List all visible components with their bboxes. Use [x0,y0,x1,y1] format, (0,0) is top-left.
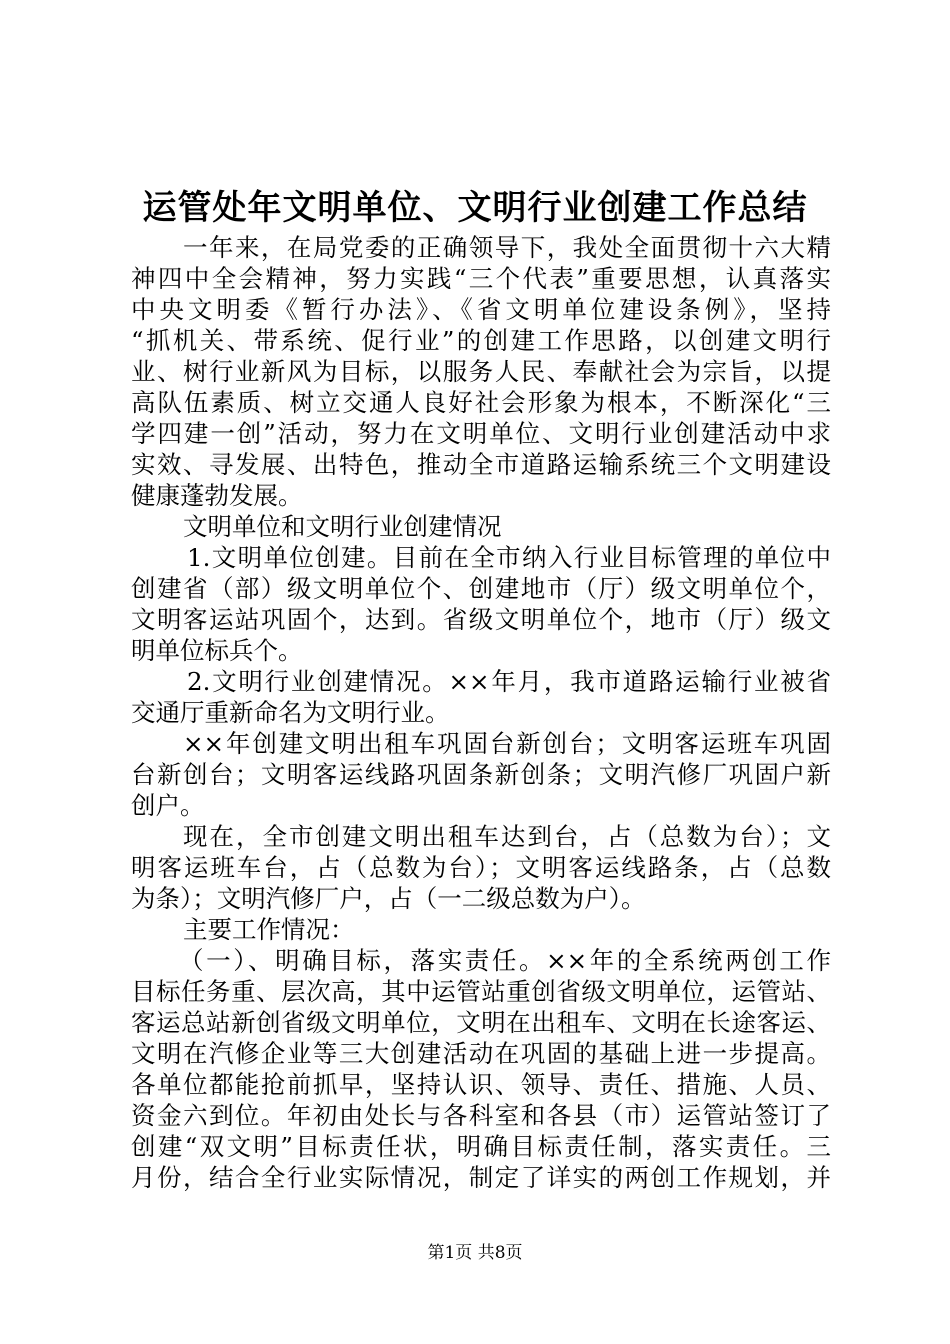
document-body [131,232,831,1193]
text-line: 中央文明委《暂行办法》、《省文明单位建设条例》，坚持 [131,295,831,324]
text-line: 明客运班车台，占（总数为台）；文明客运线路条，占（总数 [131,853,831,882]
text-line: 创建省（部）级文明单位个、创建地市（厅）级文明单位个， [131,574,831,603]
text-line: 业、树行业新风为目标，以服务人民、奉献社会为宗旨，以提 [131,357,831,386]
text-line: 实效、寻发展、出特色，推动全市道路运输系统三个文明建设 [131,450,831,479]
text-line: 创建“双文明”目标责任状，明确目标责任制，落实责任。三 [131,1132,831,1161]
text-line: 文明客运站巩固个，达到。省级文明单位个，地市（厅）级文 [131,605,831,634]
text-line: 台新创台；文明客运线路巩固条新创条；文明汽修厂巩固户新 [131,760,831,789]
text-line: 1.文明单位创建。目前在全市纳入行业目标管理的单位中 [187,543,831,572]
text-line: 2.文明行业创建情况。××年月，我市道路运输行业被省 [187,667,831,696]
text-line: 一年来，在局党委的正确领导下，我处全面贯彻十六大精 [183,233,831,262]
text-line: 各单位都能抢前抓早，坚持认识、领导、责任、措施、人员、 [131,1070,831,1099]
text-line: 文明在汽修企业等三大创建活动在巩固的基础上进一步提高。 [131,1039,831,1068]
text-line: 学四建一创”活动，努力在文明单位、文明行业创建活动中求 [131,419,831,448]
text-line: 资金六到位。年初由处长与各科室和各县（市）运管站签订了 [131,1101,831,1130]
text-line: 交通厅重新命名为文明行业。 [131,698,450,727]
text-line: 为条）；文明汽修厂户，占（一二级总数为户）。 [131,884,646,913]
text-line: 明单位标兵个。 [131,636,303,665]
document-title: 运管处年文明单位、文明行业创建工作总结 [142,188,808,228]
page-number: 第1页 共8页 [427,1243,523,1263]
text-line: 客运总站新创省级文明单位，文明在出租车、文明在长途客运、 [131,1008,831,1037]
text-line: 高队伍素质、树立交通人良好社会形象为根本，不断深化“三 [131,388,831,417]
text-line: 神四中全会精神，努力实践“三个代表”重要思想，认真落实 [131,264,831,293]
text-line: 健康蓬勃发展。 [131,481,303,510]
section-heading: 文明单位和文明行业创建情况 [183,512,502,541]
section-heading: 主要工作情况： [183,915,355,944]
text-line: 现在，全市创建文明出租车达到台，占（总数为台）；文 [183,822,831,851]
text-line: 目标任务重、层次高，其中运管站重创省级文明单位，运管站、 [131,977,831,1006]
text-line: “抓机关、带系统、促行业”的创建工作思路，以创建文明行 [131,326,831,355]
text-line: 月份，结合全行业实际情况，制定了详实的两创工作规划，并 [131,1163,831,1192]
text-line: ××年创建文明出租车巩固台新创台；文明客运班车巩固 [183,729,831,758]
text-line: （一）、明确目标，落实责任。××年的全系统两创工作 [179,946,831,975]
text-line: 创户。 [131,791,205,820]
